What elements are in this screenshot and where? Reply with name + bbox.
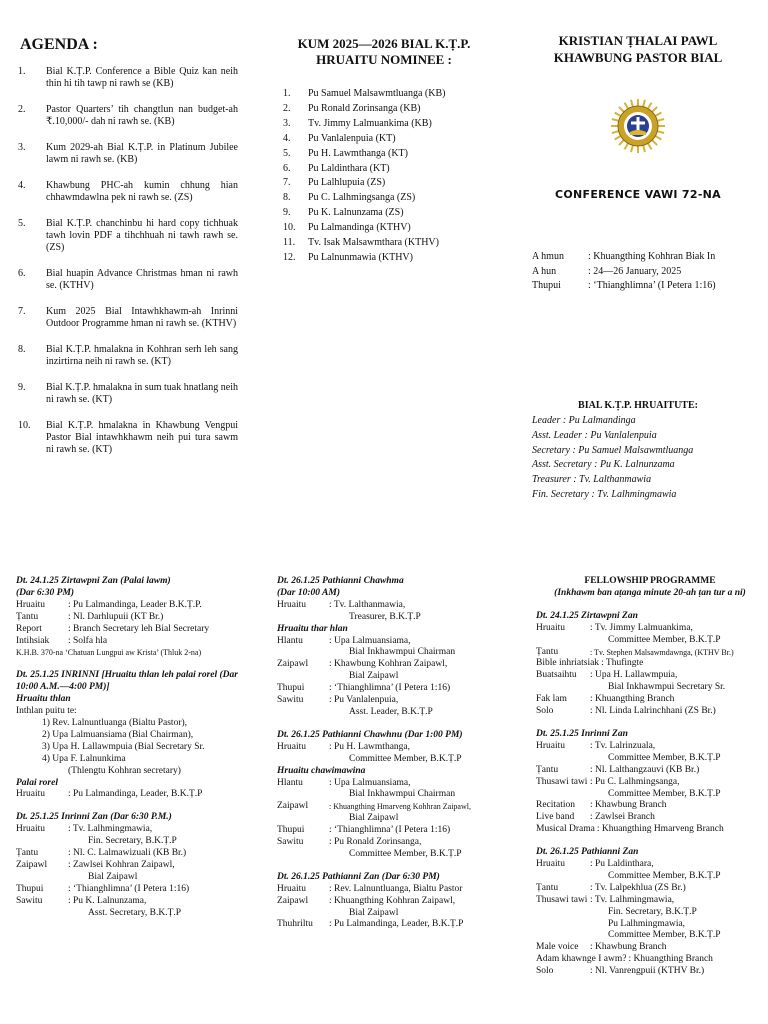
programme-row-label: Sawitu xyxy=(16,895,43,906)
agenda-item xyxy=(18,420,238,456)
info-row xyxy=(532,265,716,280)
agenda-item xyxy=(18,180,238,204)
programme-row xyxy=(16,624,260,636)
programme-row-value: Committee Member, B.K.Ṭ.P xyxy=(349,848,462,859)
programme-row xyxy=(277,742,507,754)
info-value: : ‘Thianghlimna’ (I Petera 1:16) xyxy=(588,280,716,291)
programme-row-label: Hruaitu xyxy=(16,599,46,610)
nominee-number: 11. xyxy=(283,237,296,249)
programme-row-label: Ṭantu xyxy=(16,848,39,859)
programme-row-value: Pu Lalhmingmawia, xyxy=(608,918,686,929)
programme-row-value: Bial Zaipawl xyxy=(88,871,138,882)
agenda-item-number: 8. xyxy=(18,344,26,355)
programme-row xyxy=(536,919,764,931)
programme-row-value: : Branch Secretary leh Bial Secretary xyxy=(68,623,210,634)
agenda-item-text: Bial K.Ṭ.P. hmalakna in Khawbung Vengpui Pastor Bial intawhkhawm neih pui tura sawm ni rawh se. (KT) xyxy=(46,420,238,455)
programme-row-value: Bial Zaipawl xyxy=(349,813,399,824)
nominee-number: 12. xyxy=(283,251,296,263)
programme-row-value: : Solfa hla xyxy=(68,635,108,646)
programme-row xyxy=(16,908,260,920)
programme-row-label: Hruaitu xyxy=(536,740,566,751)
programme-row xyxy=(16,789,260,801)
programme-row-label: Recitation xyxy=(536,800,576,811)
programme-rows xyxy=(277,636,507,719)
nominee-name: Pu Ronald Zorinsanga (KB) xyxy=(308,102,421,114)
programme-column-3 xyxy=(536,576,764,978)
programme-row-label: Hruaitu xyxy=(277,599,307,610)
nominee-item xyxy=(283,102,445,117)
programme-rows xyxy=(536,741,764,836)
election-official: 2) Upa Lalmuansiama (Bial Chairman), xyxy=(42,729,194,740)
programme-rows xyxy=(16,824,260,919)
programme-row-label: Thupui xyxy=(16,883,44,894)
agenda-item-text: Bial huapin Advance Christmas hman ni rawh se. (KTHV) xyxy=(46,268,238,291)
programme-row-value: : Nl. Lalthangzauvi (KB Br.) xyxy=(590,764,700,775)
info-label: A hun xyxy=(532,265,557,277)
programme-row xyxy=(277,695,507,707)
programme-row xyxy=(536,635,764,647)
programme-row-value: : Khuangthing Branch xyxy=(628,954,713,965)
programme-row-label: Buatsaihtu xyxy=(536,670,577,681)
nominee-item xyxy=(283,117,445,132)
programme-row xyxy=(536,753,764,765)
fellowship-heading: FELLOWSHIP PROGRAMME xyxy=(584,576,716,586)
programme-row-value: Committee Member, B.K.Ṭ.P xyxy=(608,752,721,763)
programme-row xyxy=(16,636,260,648)
election-official: (Thlengtu Kohhran secretary) xyxy=(68,765,181,776)
programme-row xyxy=(277,837,507,849)
nominee-item xyxy=(283,147,445,162)
nominee-number: 1. xyxy=(283,88,291,99)
agenda-item-text: Kum 2025 Bial Intawhkhawm-ah Inrinni Outdoor Programme hman ni rawh se. (KTHV) xyxy=(46,306,238,329)
programme-row-label: Solo xyxy=(536,706,554,717)
programme-row-value: Fin. Secretary, B.K.Ṭ.P xyxy=(88,836,177,847)
programme-row-value: : Tv. Lalthanmawia, xyxy=(329,599,406,610)
election-official: 3) Upa H. Lallawmpuia (Bial Secretary Sr. xyxy=(42,741,205,752)
agenda-item-number: 7. xyxy=(18,306,26,317)
programme-row-value: : Khuangthing Branch xyxy=(590,694,675,705)
programme-row xyxy=(16,896,260,908)
conference-info xyxy=(532,250,716,294)
programme-row-value: Asst. Leader, B.K.Ṭ.P xyxy=(349,706,433,717)
programme-row-value: : Nl. C. Lalmawizuali (KB Br.) xyxy=(68,848,187,859)
programme-row xyxy=(277,754,507,766)
programme-row-value: : Zawlsei Kohhran Zaipawl, xyxy=(68,859,175,870)
programme-row-value: : Pu K. Lalnunzama, xyxy=(68,895,147,906)
nominee-number: 9. xyxy=(283,207,291,219)
nominee-item xyxy=(283,87,445,102)
agenda-item-number: 1. xyxy=(18,66,26,77)
programme-row xyxy=(536,907,764,919)
programme-row xyxy=(277,789,507,801)
agenda-item-text: Bial K.Ṭ.P. hmalakna in sum tuak hnatlang neih ni rawh se. (KT) xyxy=(46,382,238,405)
programme-row xyxy=(536,670,764,682)
programme-row-value: : ‘Thianghlimna’ (I Petera 1:16) xyxy=(68,883,190,894)
programme-row-value: : Nl. Vanrengpuii (KTHV Br.) xyxy=(590,966,705,977)
programme-rows xyxy=(277,884,507,932)
nominee-item xyxy=(283,162,445,177)
programme-row-label: Intihsiak xyxy=(16,635,50,646)
programme-rows xyxy=(16,600,260,648)
programme-row xyxy=(277,778,507,790)
officer-line: Treasurer : Tv. Lalthanmawia xyxy=(532,474,652,486)
section-time: (Dar 6:30 PM) xyxy=(16,587,75,598)
programme-row-value: : ‘Thianghlimna’ (I Petera 1:16) xyxy=(329,825,451,836)
officer-line: Leader : Pu Lalmandinga xyxy=(532,415,636,426)
nominee-number: 5. xyxy=(283,147,291,159)
officers-heading: BIAL K.Ṭ.P. HRUAITUTE: xyxy=(578,400,698,411)
programme-row xyxy=(277,849,507,861)
programme-rows xyxy=(277,742,507,766)
programme-row-label: Live band xyxy=(536,812,575,823)
agenda-item-number: 10. xyxy=(18,420,31,431)
nominee-item xyxy=(283,206,445,221)
programme-row xyxy=(536,765,764,777)
programme-row-value: Committee Member, B.K.Ṭ.P xyxy=(608,788,721,799)
programme-column-1 xyxy=(16,576,260,919)
agenda-item xyxy=(18,104,238,128)
programme-row xyxy=(536,859,764,871)
programme-row-label: Hruaitu xyxy=(536,622,566,633)
programme-row-value: Bial Inkhawmpui Chairman xyxy=(349,647,456,658)
section-date: Dt. 26.1.25 Pathianni Zan (Dar 6:30 PM) xyxy=(277,871,440,882)
org-title xyxy=(520,32,756,66)
nominee-item xyxy=(283,221,445,236)
agenda-item xyxy=(18,344,238,368)
agenda-item-text: Bial K.Ṭ.P. chanchinbu hi hard copy tichhuak tawh lovin PDF a tihchhuah ni tawh rawh se. (ZS) xyxy=(46,218,238,253)
programme-row-value: : Khuangthing Kohhran Zaipawl, xyxy=(329,895,456,906)
programme-row-label: Male voice xyxy=(536,942,579,953)
programme-row xyxy=(536,800,764,812)
nominee-number: 7. xyxy=(283,177,291,189)
agenda-item-number: 9. xyxy=(18,382,26,393)
nominee-list xyxy=(283,87,445,266)
programme-row-value: : Pu Ronald Zorinsanga, xyxy=(329,837,422,848)
programme-row xyxy=(277,884,507,896)
programme-row xyxy=(277,612,507,624)
agenda-item-text: Kum 2029-ah Bial K.Ṭ.P. in Platinum Jubilee lawm ni rawh se. (KB) xyxy=(46,142,238,165)
programme-row-label: Thusawi tawi xyxy=(536,894,588,905)
programme-rows xyxy=(536,859,764,978)
programme-row xyxy=(16,848,260,860)
agenda-item-text: Pastor Quarters’ tih changtlun nan budget-ah ₹.10,000/- dah ni rawh se. (KB) xyxy=(46,104,238,127)
officer-line: Asst. Leader : Pu Vanlalenpuia xyxy=(532,429,657,441)
programme-row-label: Hruaitu xyxy=(277,741,307,752)
officer-line: Asst. Secretary : Pu K. Lalnunzama xyxy=(532,459,675,471)
ktp-emblem-icon xyxy=(606,98,670,154)
section-date: Dt. 24.1.25 Zirtawpni Zan xyxy=(536,610,638,621)
officer-line: Secretary : Pu Samuel Malsawmtluanga xyxy=(532,444,694,456)
programme-row-label: Ṭantu xyxy=(16,611,39,622)
nominee-number: 8. xyxy=(283,192,291,204)
agenda-item-number: 4. xyxy=(18,180,26,191)
section-date: Dt. 25.1.25 Inrinni Zan xyxy=(536,728,628,739)
programme-row xyxy=(536,954,764,966)
agenda-item xyxy=(18,382,238,406)
nominee-name: Pu Lalmandinga (KTHV) xyxy=(308,222,411,234)
programme-row xyxy=(16,836,260,848)
programme-row-value: : Upa Lalmuansiama, xyxy=(329,635,411,646)
programme-row-value: : Pu H. Lawmthanga, xyxy=(329,741,411,752)
programme-row xyxy=(536,883,764,895)
nominee-heading xyxy=(270,36,498,68)
programme-row-value: : Nl. Linda Lalrinchhani (ZS Br.) xyxy=(590,706,716,717)
programme-row-label: Bible inhriatsiak xyxy=(536,658,600,669)
programme-row xyxy=(536,623,764,635)
programme-row-value: : Rev. Lalnuntluanga, Bialtu Pastor xyxy=(329,883,463,894)
programme-row-label: Ṭantu xyxy=(536,882,559,893)
section-subheading: Hruaitu thar hlan xyxy=(277,623,348,634)
programme-row xyxy=(536,824,764,836)
agenda-item xyxy=(18,306,238,330)
programme-row-value: : Pu Lalmandinga, Leader, B.K.Ṭ.P xyxy=(68,789,203,800)
section-subheading: Palai rorel xyxy=(16,777,58,788)
programme-row-label: Zaipawl xyxy=(277,659,309,670)
programme-row xyxy=(536,741,764,753)
programme-row-label: Zaipawl xyxy=(16,859,48,870)
agenda-item xyxy=(18,66,238,90)
nominee-name: Pu Lalhlupuia (ZS) xyxy=(308,177,386,189)
programme-row-label: Sawitu xyxy=(277,695,304,706)
programme-row-value: : Khawbung Branch xyxy=(590,942,667,953)
info-label: A hmun xyxy=(532,251,564,262)
programme-row xyxy=(277,908,507,920)
org-title-line1: KRISTIAN ṬHALAI PAWL xyxy=(558,33,718,48)
programme-row-value: : Khawbung Branch xyxy=(590,800,667,811)
nominee-item xyxy=(283,236,445,251)
programme-row-value: : Zawlsei Branch xyxy=(590,812,655,823)
programme-row-label: Hruaitu xyxy=(16,789,46,800)
programme-row-label: Thuhriltu xyxy=(277,919,313,930)
programme-row-value: Asst. Secretary, B.K.Ṭ.P xyxy=(88,907,182,918)
programme-row xyxy=(277,825,507,837)
programme-rows xyxy=(536,623,764,718)
programme-row xyxy=(536,871,764,883)
agenda-heading: AGENDA : xyxy=(20,36,98,53)
programme-row-value: : ‘Thianghlimna’ (I Petera 1:16) xyxy=(329,683,451,694)
programme-row-value: : Tv. Lalhmingmawia, xyxy=(68,824,153,835)
nominee-number: 10. xyxy=(283,222,296,234)
programme-row xyxy=(536,966,764,978)
programme-row-label: Zaipawl xyxy=(277,801,309,812)
programme-row-label: Adam khawnge I awm? xyxy=(536,954,627,965)
programme-row xyxy=(277,659,507,671)
programme-row xyxy=(277,801,507,813)
section-date: Dt. 24.1.25 Zirtawpni Zan (Palai lawm) xyxy=(16,576,171,586)
programme-rows xyxy=(16,789,260,801)
programme-row-value: Committee Member, B.K.Ṭ.P xyxy=(349,753,462,764)
nominee-name: Pu Vanlalenpuia (KT) xyxy=(308,132,396,144)
agenda-item-text: Bial K.Ṭ.P. Conference a Bible Quiz kan neih thin hi tih tawp ni rawh se (KB) xyxy=(46,66,238,89)
nominee-name: Pu K. Lalnunzama (ZS) xyxy=(308,207,404,219)
section-date: Dt. 26.1.25 Pathianni Chawhma xyxy=(277,576,404,586)
info-row xyxy=(532,279,716,294)
programme-row-label: Thupui xyxy=(277,825,305,836)
programme-row xyxy=(16,872,260,884)
hymn-reference: K.H.B. 370-na ‘Chatuan Lungpui aw Krista’ (Thluk 2-na) xyxy=(16,648,202,658)
programme-row xyxy=(536,682,764,694)
info-value: : 24—26 January, 2025 xyxy=(588,265,682,277)
nominee-number: 4. xyxy=(283,132,291,144)
programme-row xyxy=(16,860,260,872)
section-date: Dt. 26.1.25 Pathianni Zan xyxy=(536,847,639,858)
agenda-item xyxy=(18,268,238,292)
programme-row-label: Ṭantu xyxy=(536,764,559,775)
programme-row xyxy=(536,895,764,907)
programme-row xyxy=(536,789,764,801)
programme-row xyxy=(536,930,764,942)
agenda-list xyxy=(18,66,238,470)
programme-row xyxy=(277,896,507,908)
info-value: : Khuangthing Kohhran Biak In xyxy=(588,251,716,262)
programme-row-value: Bial Zaipawl xyxy=(349,671,399,682)
section-date: Dt. 25.1.25 Inrinni Zan (Dar 6:30 P.M.) xyxy=(16,812,172,823)
conference-title: CONFERENCE VAWI 72-NA xyxy=(555,188,721,201)
programme-row-value: Treasurer, B.K.Ṭ.P xyxy=(349,611,421,622)
programme-row-value: : Tv. Lalhmingmawia, xyxy=(590,894,675,905)
election-officials xyxy=(16,718,260,778)
nominee-number: 3. xyxy=(283,117,291,129)
programme-row-value: : Pu Vanlalenpuia, xyxy=(329,695,399,706)
nominee-name: Tv. Jimmy Lalmuankima (KB) xyxy=(308,117,432,129)
nominee-item xyxy=(283,176,445,191)
nominee-item xyxy=(283,191,445,206)
election-official: 1) Rev. Lalnuntluanga (Bialtu Pastor), xyxy=(42,717,188,728)
officers-list xyxy=(532,414,693,503)
programme-row-label: Hruaitu xyxy=(16,824,46,835)
programme-row-value: Bial Inkhawmpui Chairman xyxy=(349,789,456,800)
programme-row-value: : Nl. Darhlupuii (KT Br.) xyxy=(68,611,164,622)
programme-column-2 xyxy=(277,576,507,931)
programme-row-value: : Pu C. Lalhmingsanga, xyxy=(590,776,680,787)
programme-row-value: : Upa Lalmuansiama, xyxy=(329,777,411,788)
programme-row xyxy=(16,612,260,624)
programme-row xyxy=(536,694,764,706)
programme-row-value: : Thufingte xyxy=(601,658,644,669)
programme-row xyxy=(536,706,764,718)
programme-row-label: Sawitu xyxy=(277,837,304,848)
nominee-name: Pu Samuel Malsawmtluanga (KB) xyxy=(308,88,446,99)
programme-row-value: Committee Member, B.K.Ṭ.P xyxy=(608,634,721,645)
nominee-item xyxy=(283,251,445,266)
programme-row xyxy=(536,777,764,789)
info-label: Thupui xyxy=(532,280,561,291)
programme-row-value: : Tv. Lalpekhlua (ZS Br.) xyxy=(590,882,686,893)
programme-row xyxy=(277,707,507,719)
programme-row xyxy=(16,884,260,896)
programme-row-label: Fak lam xyxy=(536,694,567,705)
programme-row-value: : Tv. Jimmy Lalmuankima, xyxy=(590,622,693,633)
programme-row-value: : Khuangthing Hmarveng Kohhran Zaipawl, xyxy=(329,802,471,812)
programme-row xyxy=(536,647,764,659)
programme-row xyxy=(536,812,764,824)
agenda-item-number: 6. xyxy=(18,268,26,279)
programme-row-value: Committee Member, B.K.Ṭ.P xyxy=(608,930,721,941)
nominee-item xyxy=(283,132,445,147)
programme-row xyxy=(277,600,507,612)
nominee-heading-line2: HRUAITU NOMINEE : xyxy=(316,52,452,67)
programme-row-value: : Pu Lalmandinga, Leader, B.K.Ṭ.P xyxy=(329,919,464,930)
agenda-item-number: 2. xyxy=(18,104,26,115)
programme-row xyxy=(536,942,764,954)
nominee-number: 6. xyxy=(283,162,291,174)
nominee-name: Tv. Isak Malsawmthara (KTHV) xyxy=(308,237,439,249)
programme-row-value: : Tv. Lalrinzuala, xyxy=(590,740,656,751)
section-text: Inthlan puitu te: xyxy=(16,706,77,717)
agenda-item-number: 3. xyxy=(18,142,26,153)
org-title-line2: KHAWBUNG PASTOR BIAL xyxy=(553,50,723,65)
programme-row xyxy=(277,671,507,683)
nominee-number: 2. xyxy=(283,102,291,114)
section-date: Dt. 26.1.25 Pathianni Chawhnu (Dar 1:00 PM) xyxy=(277,729,463,740)
section-subheading: Hruaitu chawimawina xyxy=(277,765,366,776)
programme-row-value: : Pu Lalmandinga, Leader B.K.Ṭ.P. xyxy=(68,599,202,610)
section-subheading: Hruaitu thlan xyxy=(16,694,71,705)
agenda-item xyxy=(18,142,238,166)
nominee-heading-line1: KUM 2025—2026 BIAL K.Ṭ.P. xyxy=(297,36,471,51)
programme-row-value: : Tv. Stephen Malsawmdawnga, (KTHV Br.) xyxy=(590,647,734,657)
agenda-item xyxy=(18,218,238,254)
programme-row-value: Bial Zaipawl xyxy=(349,907,399,918)
programme-row-label: Hlantu xyxy=(277,777,303,788)
programme-row xyxy=(16,824,260,836)
programme-row-label: Ṭantu xyxy=(536,646,559,657)
programme-row-label: Hruaitu xyxy=(277,883,307,894)
agenda-item-text: Khawbung PHC-ah kumin chhung hian chhawmdawlna pek ni rawh se. (ZS) xyxy=(46,180,238,203)
programme-row xyxy=(277,683,507,695)
programme-row xyxy=(277,919,507,931)
programme-row xyxy=(277,636,507,648)
election-official: 4) Upa F. Lalnunkima xyxy=(42,753,126,764)
section-time: (Dar 10:00 AM) xyxy=(277,587,340,598)
programme-row-value: : Upa H. Lallawmpuia, xyxy=(590,670,678,681)
programme-row-value: : Khawbung Kohhran Zaipawl, xyxy=(329,659,448,670)
programme-row-label: Report xyxy=(16,623,42,634)
programme-row-label: Solo xyxy=(536,966,554,977)
programme-row xyxy=(536,658,764,670)
agenda-item-number: 5. xyxy=(18,218,26,229)
programme-row-label: Thusawi tawi xyxy=(536,776,588,787)
programme-row xyxy=(277,813,507,825)
agenda-item-text: Bial K.Ṭ.P. hmalakna in Kohhran serh leh sang inzirtirna neih ni rawh se. (KT) xyxy=(46,344,238,367)
programme-row-value: Committee Member, B.K.Ṭ.P xyxy=(608,870,721,881)
programme-row-value: Bial Inkhawmpui Secretary Sr. xyxy=(608,682,726,693)
section-date: Dt. 25.1.25 INRINNI [Hruaitu thlan leh palai rorel (Dar 10:00 A.M.—4:00 PM)] xyxy=(16,670,238,693)
programme-row xyxy=(277,647,507,659)
programme-row-value: : Pu Laldinthara, xyxy=(590,859,654,870)
nominee-name: Pu Laldinthara (KT) xyxy=(308,162,390,174)
programme-row-label: Zaipawl xyxy=(277,895,309,906)
nominee-name: Pu C. Lalhmingsanga (ZS) xyxy=(308,192,416,204)
info-row xyxy=(532,250,716,265)
programme-row-label: Hruaitu xyxy=(536,859,566,870)
programme-row-label: Musical Drama xyxy=(536,824,595,835)
nominee-name: Pu Lalnunmawia (KTHV) xyxy=(308,251,413,263)
programme-row-label: Hlantu xyxy=(277,635,303,646)
fellowship-subheading: (Inkhawm ban aṭanga minute 20-ah ṭan tur a ni) xyxy=(554,587,746,598)
programme-row-value: : Khuangthing Hmarveng Branch xyxy=(596,824,724,835)
programme-row-label: Thupui xyxy=(277,683,305,694)
programme-row xyxy=(16,600,260,612)
programme-row-value: Fin. Secretary, B.K.Ṭ.P xyxy=(608,906,697,917)
officer-line: Fin. Secretary : Tv. Lalhmingmawia xyxy=(532,488,677,500)
programme-rows xyxy=(277,600,507,624)
nominee-name: Pu H. Lawmthanga (KT) xyxy=(308,147,408,159)
programme-rows xyxy=(277,778,507,861)
